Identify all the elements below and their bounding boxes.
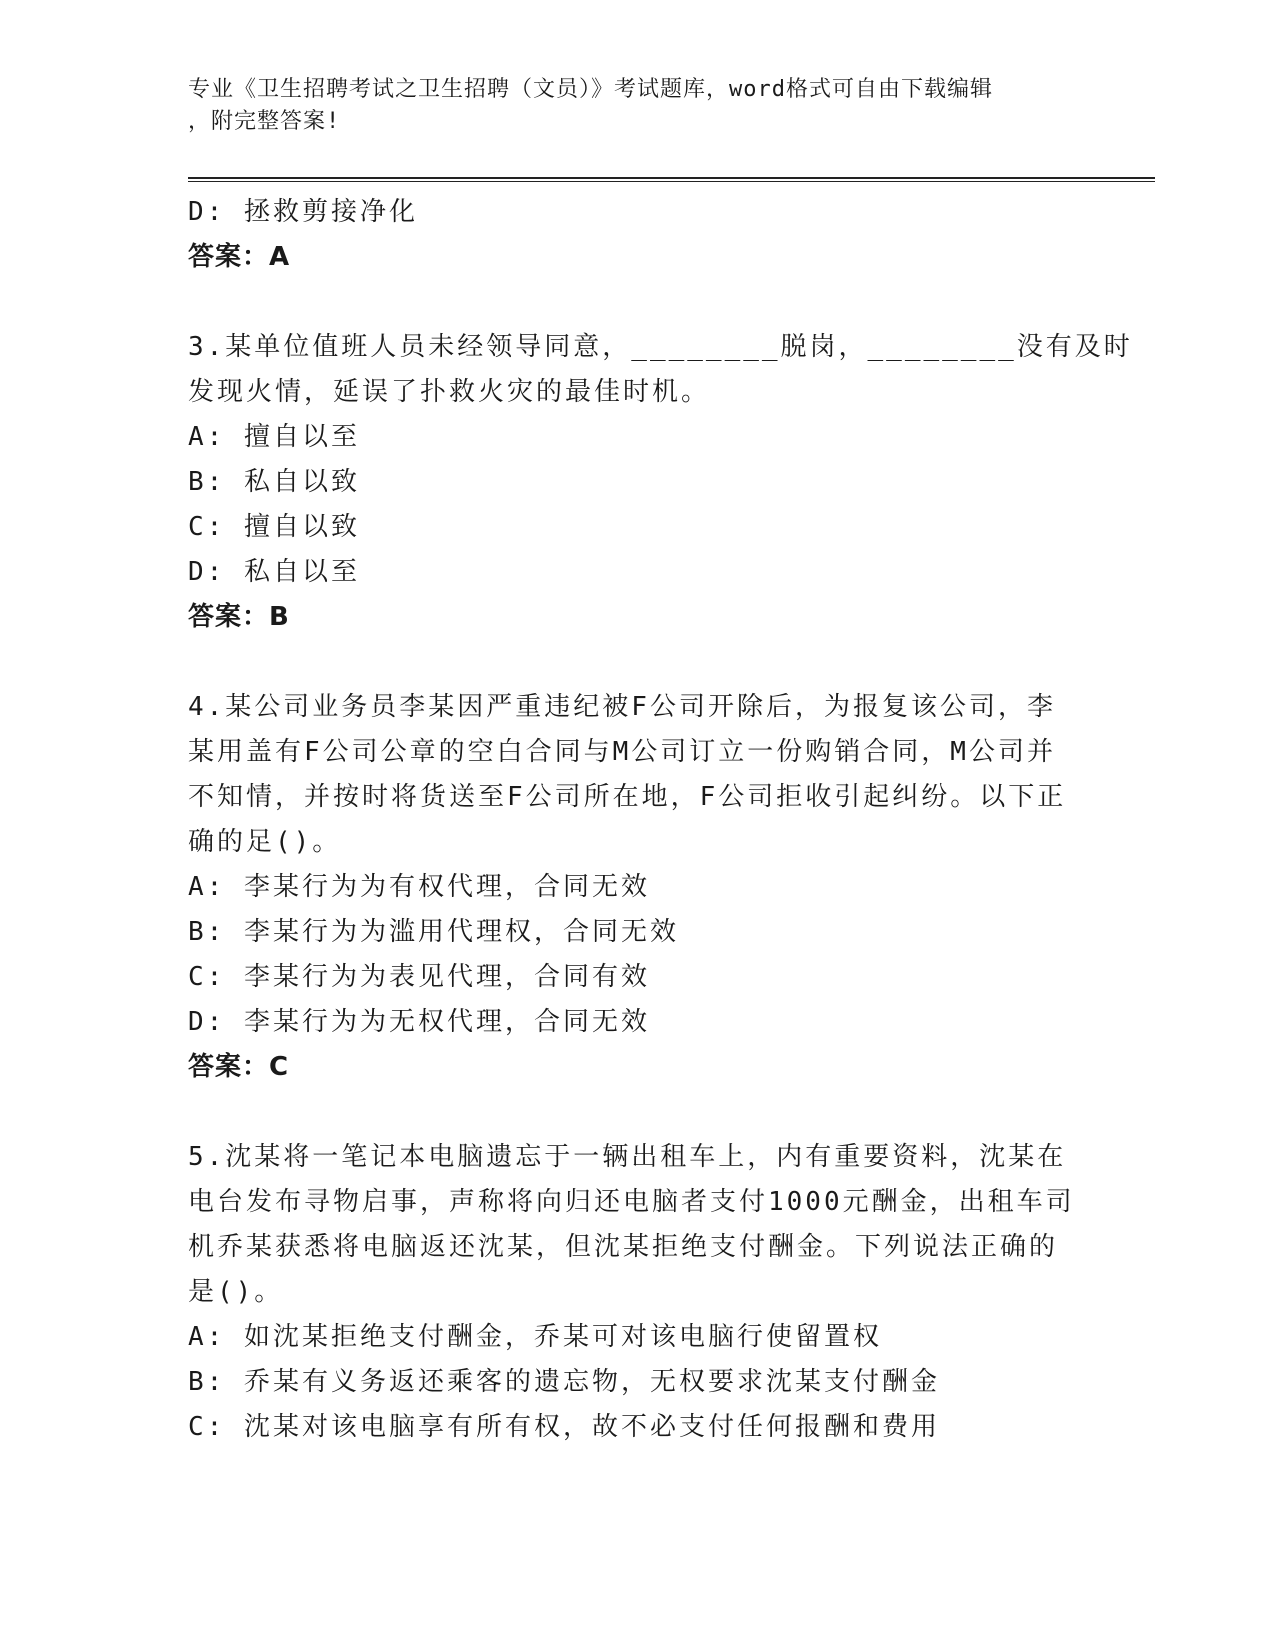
- question-5: [188, 1135, 1088, 1450]
- header-line-1: 专业《卫生招聘考试之卫生招聘（文员）》考试题库，word格式可自由下载编辑: [188, 77, 993, 102]
- q5-option-b: B: 乔某有义务返还乘客的遗忘物，无权要求沈某支付酬金: [188, 1367, 940, 1397]
- q4-option-b: B: 李某行为为滥用代理权，合同无效: [188, 917, 679, 947]
- document-body: [188, 190, 1133, 1450]
- q5-stem-line-4: 是()。: [188, 1277, 284, 1307]
- q3-stem-line-1: 3.某单位值班人员未经领导同意，________脱岗，________没有及时: [188, 332, 1133, 362]
- q4-stem-line-3: 不知情，并按时将货送至F公司所在地，F公司拒收引起纠纷。以下正: [188, 782, 1067, 812]
- q4-option-c: C: 李某行为为表见代理，合同有效: [188, 962, 650, 992]
- header-divider-thick: [188, 177, 1155, 179]
- spacer: [188, 640, 1088, 685]
- q5-option-c: C: 沈某对该电脑享有所有权，故不必支付任何报酬和费用: [188, 1412, 940, 1442]
- question-3: [188, 325, 1133, 640]
- q4-option-d: D: 李某行为为无权代理，合同无效: [188, 1007, 650, 1037]
- document-header: [188, 74, 1068, 138]
- q5-stem-line-3: 机乔某获悉将电脑返还沈某，但沈某拒绝支付酬金。下列说法正确的: [188, 1232, 1059, 1262]
- question-4: [188, 685, 1088, 1090]
- q3-option-c: C: 擅自以致: [188, 512, 360, 542]
- q5-option-a: A: 如沈某拒绝支付酬金，乔某可对该电脑行使留置权: [188, 1322, 882, 1352]
- q4-stem-line-2: 某用盖有F公司公章的空白合同与M公司订立一份购销合同，M公司并: [188, 737, 1056, 767]
- spacer: [188, 280, 1088, 325]
- header-line-2: ，附完整答案!: [188, 109, 341, 134]
- q4-stem-line-1: 4.某公司业务员李某因严重违纪被F公司开除后，为报复该公司，李: [188, 692, 1056, 722]
- q3-option-a: A: 擅自以至: [188, 422, 360, 452]
- q4-option-a: A: 李某行为为有权代理，合同无效: [188, 872, 650, 902]
- q5-stem-line-2: 电台发布寻物启事，声称将向归还电脑者支付1000元酬金，出租车司: [188, 1187, 1075, 1217]
- q3-stem-line-2: 发现火情，延误了扑救火灾的最佳时机。: [188, 377, 711, 407]
- q3-option-d: D: 私自以至: [188, 557, 360, 587]
- q3-answer: 答案：B: [188, 602, 290, 632]
- q4-answer: 答案：C: [188, 1052, 290, 1082]
- q2-answer: 答案：A: [188, 242, 291, 272]
- q3-option-b: B: 私自以致: [188, 467, 360, 497]
- q5-stem-line-1: 5.沈某将一笔记本电脑遗忘于一辆出租车上，内有重要资料，沈某在: [188, 1142, 1067, 1172]
- q4-stem-line-4: 确的足()。: [188, 827, 342, 857]
- spacer: [188, 1090, 1088, 1135]
- q2-option-d: D: 拯救剪接净化: [188, 197, 418, 227]
- header-divider-thin: [188, 181, 1155, 182]
